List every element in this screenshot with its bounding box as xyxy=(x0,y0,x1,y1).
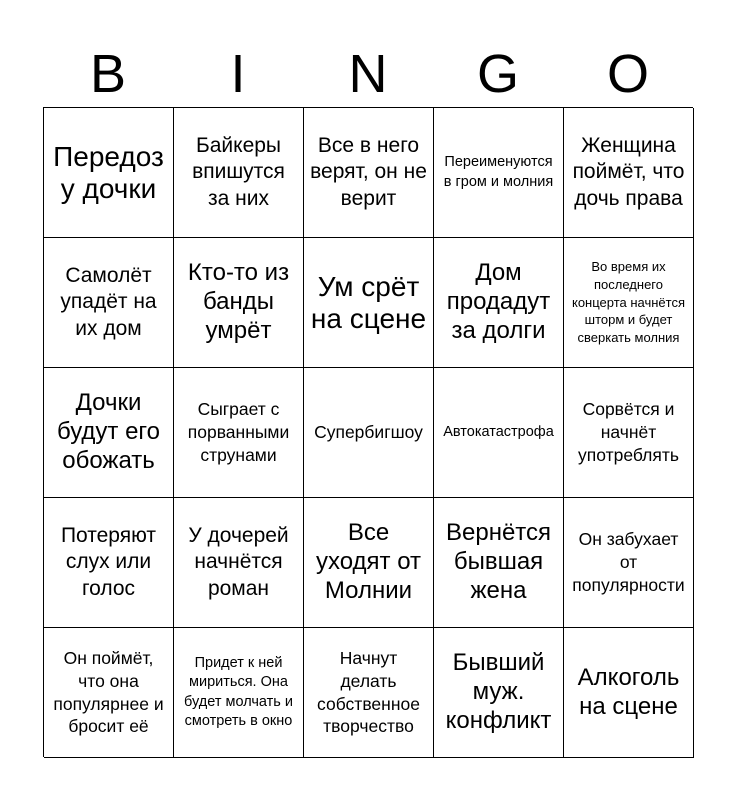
bingo-cell-r5-c3[interactable]: Начнут делать собственное творчество xyxy=(304,628,434,758)
bingo-cell-r3-c5[interactable]: Сорвётся и начнёт употреблять xyxy=(564,368,694,498)
bingo-cell-r1-c5[interactable]: Женщина поймёт, что дочь права xyxy=(564,108,694,238)
bingo-grid xyxy=(43,107,693,757)
bingo-cell-r4-c4[interactable]: Вернётся бывшая жена xyxy=(434,498,564,628)
bingo-cell-r5-c1[interactable]: Он поймёт, что она популярнее и бросит её xyxy=(44,628,174,758)
bingo-cell-r2-c5[interactable]: Во время их последнего концерта начнётся шторм и будет сверкать молния xyxy=(564,238,694,368)
bingo-cell-r4-c3[interactable]: Все уходят от Молнии xyxy=(304,498,434,628)
header-letter-o: O xyxy=(606,44,649,104)
bingo-cell-r2-c4[interactable]: Дом продадут за долги xyxy=(434,238,564,368)
bingo-cell-r4-c1[interactable]: Потеряют слух или голос xyxy=(44,498,174,628)
bingo-cell-r3-c1[interactable]: Дочки будут его обожать xyxy=(44,368,174,498)
bingo-cell-r5-c4[interactable]: Бывший муж. конфликт xyxy=(434,628,564,758)
bingo-cell-r1-c1[interactable]: Передоз у дочки xyxy=(44,108,174,238)
bingo-cell-r1-c3[interactable]: Все в него верят, он не верит xyxy=(304,108,434,238)
header-letter-i: I xyxy=(230,44,246,104)
bingo-cell-r3-c2[interactable]: Сыграет с порванными струнами xyxy=(174,368,304,498)
bingo-cell-r5-c5[interactable]: Алкоголь на сцене xyxy=(564,628,694,758)
header-letter-g: G xyxy=(476,44,519,104)
bingo-cell-r2-c2[interactable]: Кто-то из банды умрёт xyxy=(174,238,304,368)
bingo-cell-r3-c4[interactable]: Автокатастрофа xyxy=(434,368,564,498)
bingo-cell-r4-c5[interactable]: Он забухает от популярности xyxy=(564,498,694,628)
bingo-cell-r2-c3[interactable]: Ум срёт на сцене xyxy=(304,238,434,368)
bingo-cell-r1-c4[interactable]: Переименуются в гром и молния xyxy=(434,108,564,238)
bingo-header xyxy=(43,40,693,108)
header-letter-b: B xyxy=(89,44,127,104)
bingo-cell-r4-c2[interactable]: У дочерей начнётся роман xyxy=(174,498,304,628)
bingo-cell-r1-c2[interactable]: Байкеры впишутся за них xyxy=(174,108,304,238)
header-letter-n: N xyxy=(348,44,388,104)
bingo-cell-r5-c2[interactable]: Придет к ней мириться. Она будет молчать и смотреть в окно xyxy=(174,628,304,758)
bingo-cell-r3-c3[interactable]: Супербигшоу xyxy=(304,368,434,498)
bingo-cell-r2-c1[interactable]: Самолёт упадёт на их дом xyxy=(44,238,174,368)
